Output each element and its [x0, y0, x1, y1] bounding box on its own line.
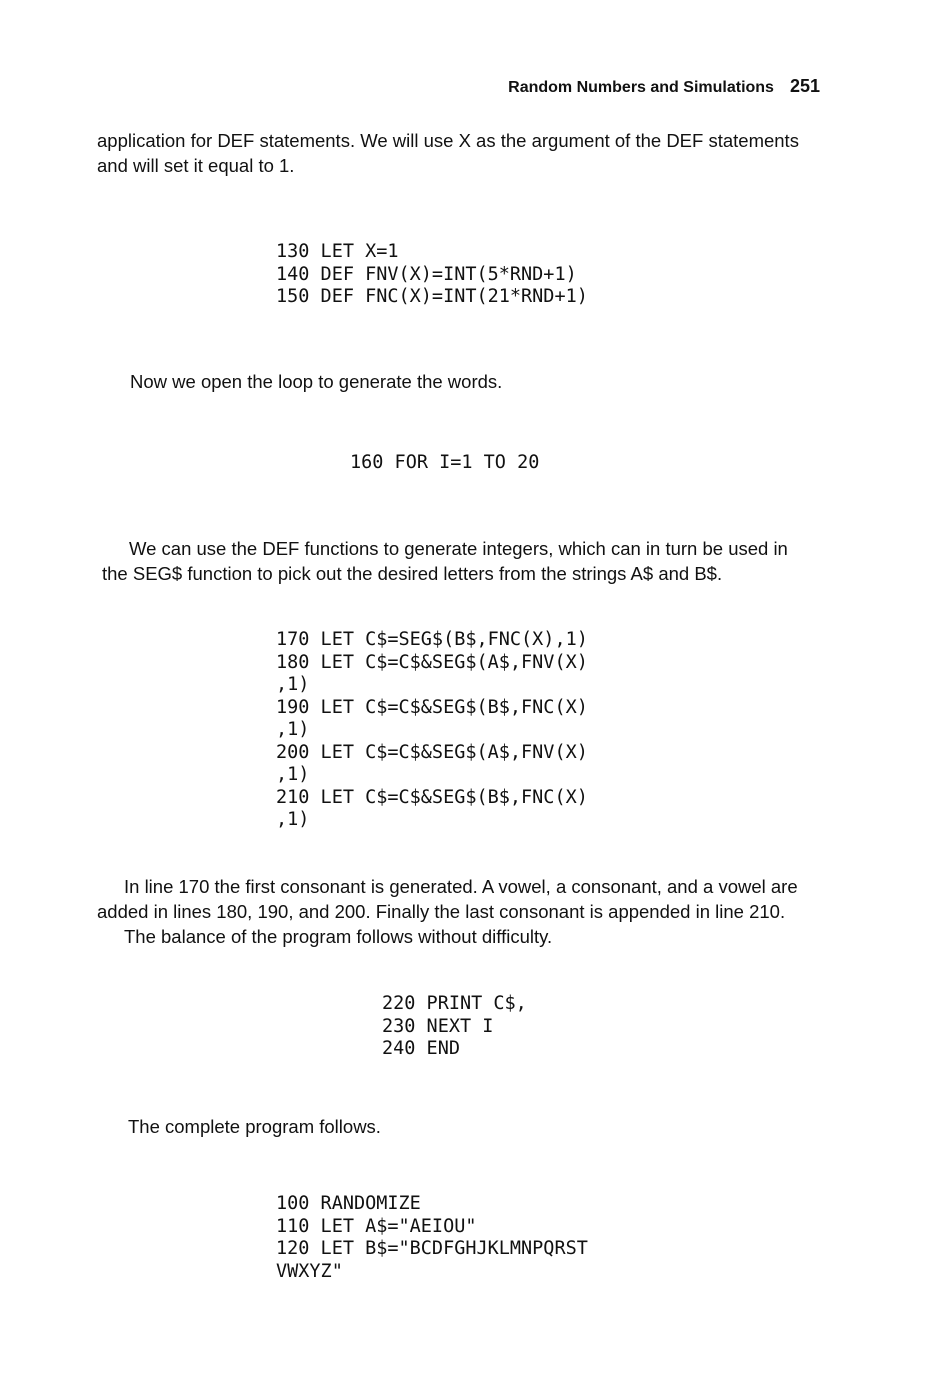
code-block-end: [382, 993, 527, 1061]
paragraph-def-functions: [102, 536, 788, 586]
text-line: We can use the DEF functions to generate integers, which can in turn be used in: [129, 538, 788, 559]
code-line: 190 LET C$=C$&SEG$(B$,FNC(X): [276, 696, 588, 718]
code-line: 140 DEF FNV(X)=INT(5*RND+1): [276, 263, 577, 285]
text-line: the SEG$ function to pick out the desired letters from the strings A$ and B$.: [102, 563, 723, 584]
code-line: 130 LET X=1: [276, 241, 399, 262]
text-line: The complete program follows.: [128, 1116, 381, 1137]
code-line: 240 END: [382, 1038, 460, 1059]
code-line: 150 DEF FNC(X)=INT(21*RND+1): [276, 286, 588, 307]
code-block-def: [276, 241, 588, 309]
text-line: added in lines 180, 190, and 200. Finally the last consonant is appended in line 210.: [97, 901, 786, 922]
code-line: 180 LET C$=C$&SEG$(A$,FNV(X): [276, 651, 588, 673]
text-line: In line 170 the first consonant is generated. A vowel, a consonant, and a vowel are: [124, 876, 798, 897]
code-line: 230 NEXT I: [382, 1015, 494, 1037]
text-line: The balance of the program follows without difficulty.: [124, 926, 553, 947]
code-line: 120 LET B$="BCDFGHJKLMNPQRST: [276, 1238, 588, 1259]
code-block-program: [276, 1193, 588, 1283]
code-line: ,1): [276, 674, 310, 695]
text-line: Now we open the loop to generate the words.: [130, 371, 503, 392]
code-block-for: [350, 452, 539, 475]
running-header: [508, 76, 820, 97]
text-line: and will set it equal to 1.: [97, 155, 295, 176]
code-line: 210 LET C$=C$&SEG$(B$,FNC(X): [276, 786, 588, 808]
code-line: ,1): [276, 809, 310, 830]
paragraph-line-170: [97, 874, 798, 949]
code-line: ,1): [276, 719, 310, 740]
text-line: application for DEF statements. We will use X as the argument of the DEF statements: [97, 130, 799, 151]
paragraph-complete-program: [128, 1114, 381, 1139]
paragraph-open-loop: [130, 369, 502, 394]
code-line: 160 FOR I=1 TO 20: [350, 452, 540, 473]
code-line: 220 PRINT C$,: [382, 993, 527, 1014]
code-line: VWXYZ": [276, 1260, 343, 1282]
paragraph-def-intro: [97, 128, 799, 178]
code-line: 100 RANDOMIZE: [276, 1193, 421, 1214]
page-number: 251: [789, 76, 820, 96]
code-line: ,1): [276, 764, 310, 785]
running-title: Random Numbers and Simulations: [508, 79, 774, 96]
code-block-seg: [276, 629, 588, 832]
code-line: 200 LET C$=C$&SEG$(A$,FNV(X): [276, 741, 588, 763]
code-line: 110 LET A$="AEIOU": [276, 1215, 477, 1237]
code-line: 170 LET C$=SEG$(B$,FNC(X),1): [276, 629, 588, 650]
